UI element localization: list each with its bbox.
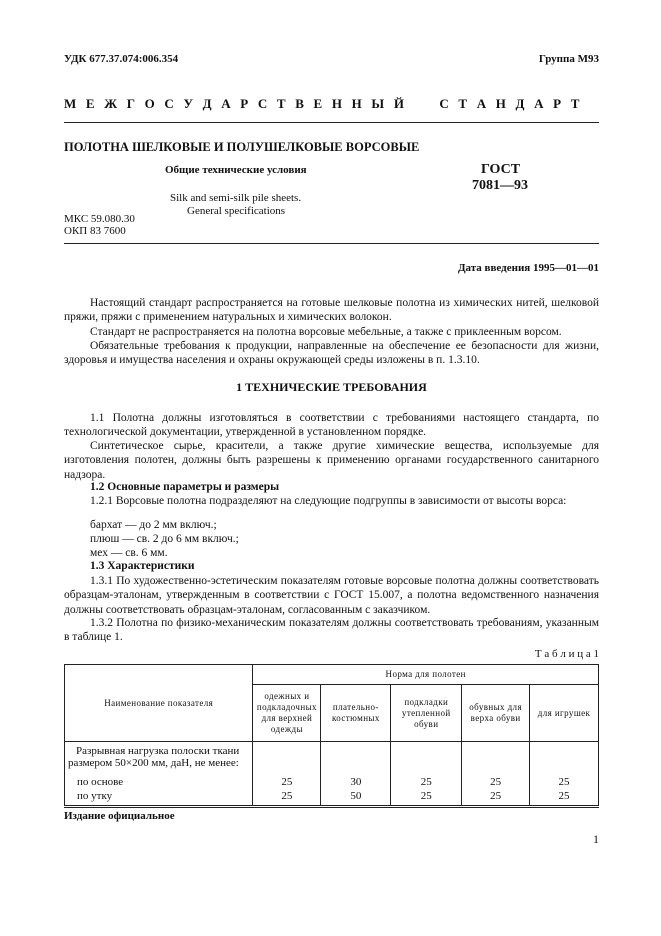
- standard-title: ПОЛОТНА ШЕЛКОВЫЕ И ПОЛУШЕЛКОВЫЕ ВОРСОВЫЕ: [64, 140, 420, 154]
- table-cell: 25: [462, 789, 530, 806]
- clause-1-3-1: 1.3.1 По художественно-эстетическим показателям готовые ворсовые полотна должны соответствовать образцам-эталонам, утвержденным в соответствии с ГОСТ 15.007, а полотна ведомственного назначения должны соответствовать образцам-эталонам, согласованным с заказчиком.: [64, 575, 599, 616]
- table-row: [65, 789, 599, 806]
- header-rule: [64, 122, 599, 123]
- clause-1-3-heading: 1.3 Характеристики: [90, 560, 195, 572]
- column-header: обувных для верха обуви: [462, 685, 530, 742]
- table-cell: по основе: [65, 770, 253, 789]
- table-cell: 25: [253, 770, 321, 789]
- column-header-indicator: Наименование показателя: [65, 665, 253, 742]
- table-cell: по утку: [65, 789, 253, 806]
- page-number: 1: [593, 832, 599, 846]
- table-row: [65, 770, 599, 789]
- official-edition-label: Издание официальное: [64, 810, 175, 822]
- table-cell: 50: [321, 789, 391, 806]
- list-item: бархат — до 2 мм включ.;: [90, 519, 217, 531]
- interstate-standard-label: М Е Ж Г О С У Д А Р С Т В Е Н Н Ы Й С Т А Н Д А Р Т: [64, 96, 583, 111]
- column-group-header: Норма для полотен: [253, 665, 599, 685]
- title-rule: [64, 243, 599, 244]
- standard-subtitle: Общие технические условия: [165, 164, 307, 176]
- column-header: плательно-костюмных: [321, 685, 391, 742]
- table-cell: 30: [321, 770, 391, 789]
- udk-code: УДК 677.37.074:006.354: [64, 53, 179, 65]
- clause-1-2-heading: 1.2 Основные параметры и размеры: [90, 481, 280, 493]
- table-cell: 25: [391, 789, 462, 806]
- clause-1-3-2: 1.3.2 Полотна по физико-механическим показателям должны соответствовать требованиям, указанным в таблице 1.: [64, 617, 599, 644]
- clause-1-1-materials: Синтетическое сырье, красители, а также другие химические вещества, используемые для изготовления полотен, должны быть разрешены к применению органами государственного санитарного надзора.: [64, 440, 599, 481]
- intro-paragraph-3: Обязательные требования к продукции, направленные на обеспечение ее безопасности для жизни, здоровья и имущества населения и охраны окружающей среды изложены в п. 1.3.10.: [64, 340, 599, 367]
- footer-rule: [64, 807, 599, 808]
- intro-paragraph-2: Стандарт не распространяется на полотна ворсовые мебельные, а также с приклеенным ворсом.: [90, 326, 562, 338]
- column-header: для игрушек: [530, 685, 599, 742]
- clause-1-2-1: 1.2.1 Ворсовые полотна подразделяют на следующие подгруппы в зависимости от высоты ворса:: [90, 495, 567, 507]
- gost-label: ГОСТ: [481, 162, 521, 177]
- table-cell: 25: [391, 770, 462, 789]
- mks-code: МКС 59.080.30: [64, 213, 135, 225]
- table-caption: Т а б л и ц а 1: [534, 648, 599, 660]
- okp-code: ОКП 83 7600: [64, 225, 126, 237]
- list-item: мех — св. 6 мм.: [90, 547, 168, 559]
- list-item: плюш — св. 2 до 6 мм включ.;: [90, 533, 239, 545]
- clause-1-1: 1.1 Полотна должны изготовляться в соответствии с требованиями настоящего стандарта, по технологической документации, утвержденной в установленном порядке.: [64, 412, 599, 439]
- table-cell: 25: [530, 789, 599, 806]
- column-header: одежных и подкладочных для верхней одежды: [253, 685, 321, 742]
- gost-number: 7081—93: [472, 178, 528, 193]
- table-cell: 25: [253, 789, 321, 806]
- table-row-label: Разрывная нагрузка полоски ткани размером 50×200 мм, даН, не менее:: [65, 742, 253, 771]
- table-cell: 25: [462, 770, 530, 789]
- english-title-line2: General specifications: [187, 205, 286, 217]
- table-1: [64, 664, 599, 806]
- effective-date: Дата введения 1995—01—01: [457, 262, 599, 274]
- group-code: Группа М93: [538, 53, 599, 65]
- section-heading: 1 ТЕХНИЧЕСКИЕ ТРЕБОВАНИЯ: [236, 380, 427, 394]
- english-title-line1: Silk and semi-silk pile sheets.: [170, 192, 302, 204]
- intro-paragraph-1: Настоящий стандарт распространяется на готовые шелковые полотна из химических нитей, шелковой пряжи, пряжи с применением натуральных и химических волокон.: [64, 297, 599, 324]
- column-header: подкладки утепленной обуви: [391, 685, 462, 742]
- table-cell: 25: [530, 770, 599, 789]
